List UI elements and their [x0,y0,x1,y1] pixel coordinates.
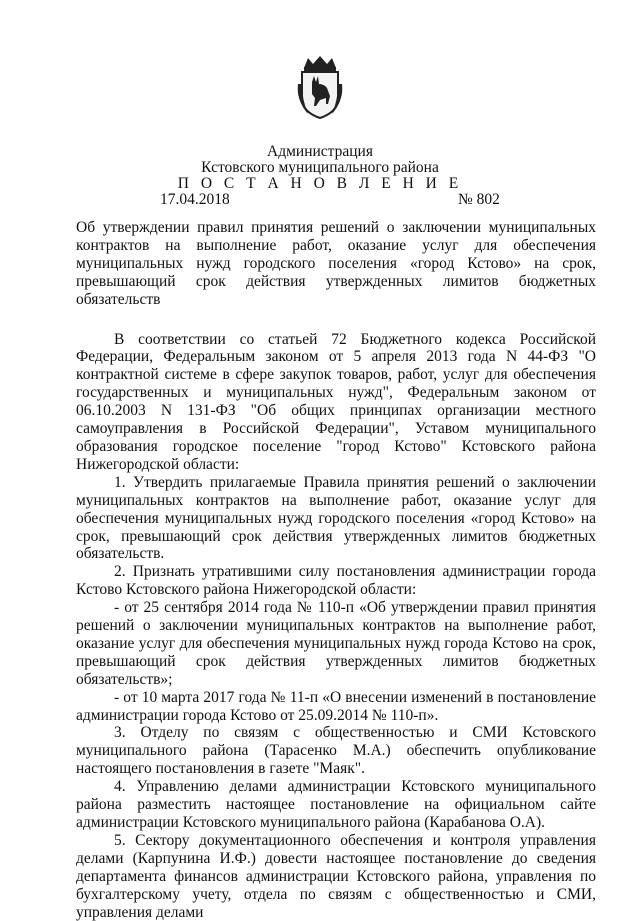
clause-3: 3. Отделу по связям с общественностью и СМИ Кстовского муниципального района (Тарасенко М.А.) обеспечить опубликование настоящего постановления в газете "Маяк". [76,724,596,778]
document-title: Об утверждении правил принятия решений о заключении муниципальных контрактов на выполнение работ, оказание услуг для обеспечения муниципальных нужд городского поселения «город Кстово» на срок, превышающий срок действия утвержденных лимитов бюджетных обязательств [76,219,596,308]
clause-4: 4. Управлению делами администрации Кстовского муниципального района разместить настоящее постановление на официальном сайте администрации Кстовского муниципального района (Карабанова О.А). [76,778,596,831]
document-body [76,219,596,921]
document-number: № 802 [458,191,500,208]
clause-5: 5. Сектору документационного обеспечения и контроля управления делами (Карпунина И.Ф.) довести настоящее постановление до сведения департамента финансов администрации Кстовского района, управления по бухгалтерскому учету, отдела по связям с общественностью и СМИ, управления делами [76,831,596,921]
clause-1: 1. Утвердить прилагаемые Правила принятия решений о заключении муниципальных контрактов на выполнение работ, оказание услуг для обеспечения муниципальных нужд городского поселения «город Кстово» на срок, превышающий срок действия утвержденных лимитов бюджетных обязательств. [76,473,596,563]
document-type-heading: П О С Т А Н О В Л Е Н И Е [177,175,463,192]
org-name-line2: Кстовского муниципального района [201,159,439,176]
clause-2: 2. Признать утратившими силу постановления администрации города Кстово Кстовского района Нижегородской области: [76,563,596,599]
preamble-paragraph: В соответствии со статьей 72 Бюджетного кодекса Российской Федерации, Федеральным законом от 5 апреля 2013 года N 44-ФЗ "О контрактной системе в сфере закупок товаров, работ, услуг для обеспечения государственных и муниципальных нужд", Федеральным законом от 06.10.2003 N 131-ФЗ "Об общих принципах организации местного самоуправления в Российской Федерации", Уставом муниципального образования городское поселение "город Кстово" Кстовского района Нижегородской области: [76,330,596,473]
clause-2-item-2: - от 10 марта 2017 года № 11-п «О внесении изменений в постановление администрации города Кстово от 25.09.2014 № 110-п». [76,688,596,724]
coat-of-arms-icon [294,54,346,120]
org-name-line1: Администрация [267,143,373,160]
clause-2-item-1: - от 25 сентября 2014 года № 110-п «Об утверждении правил принятия решений о заключении муниципальных контрактов на выполнение работ, оказание услуг для обеспечения муниципальных нужд города Кстово на срок, превышающий срок действия утвержденных лимитов бюджетных обязательств»; [76,599,596,688]
document-date: 17.04.2018 [160,191,230,208]
